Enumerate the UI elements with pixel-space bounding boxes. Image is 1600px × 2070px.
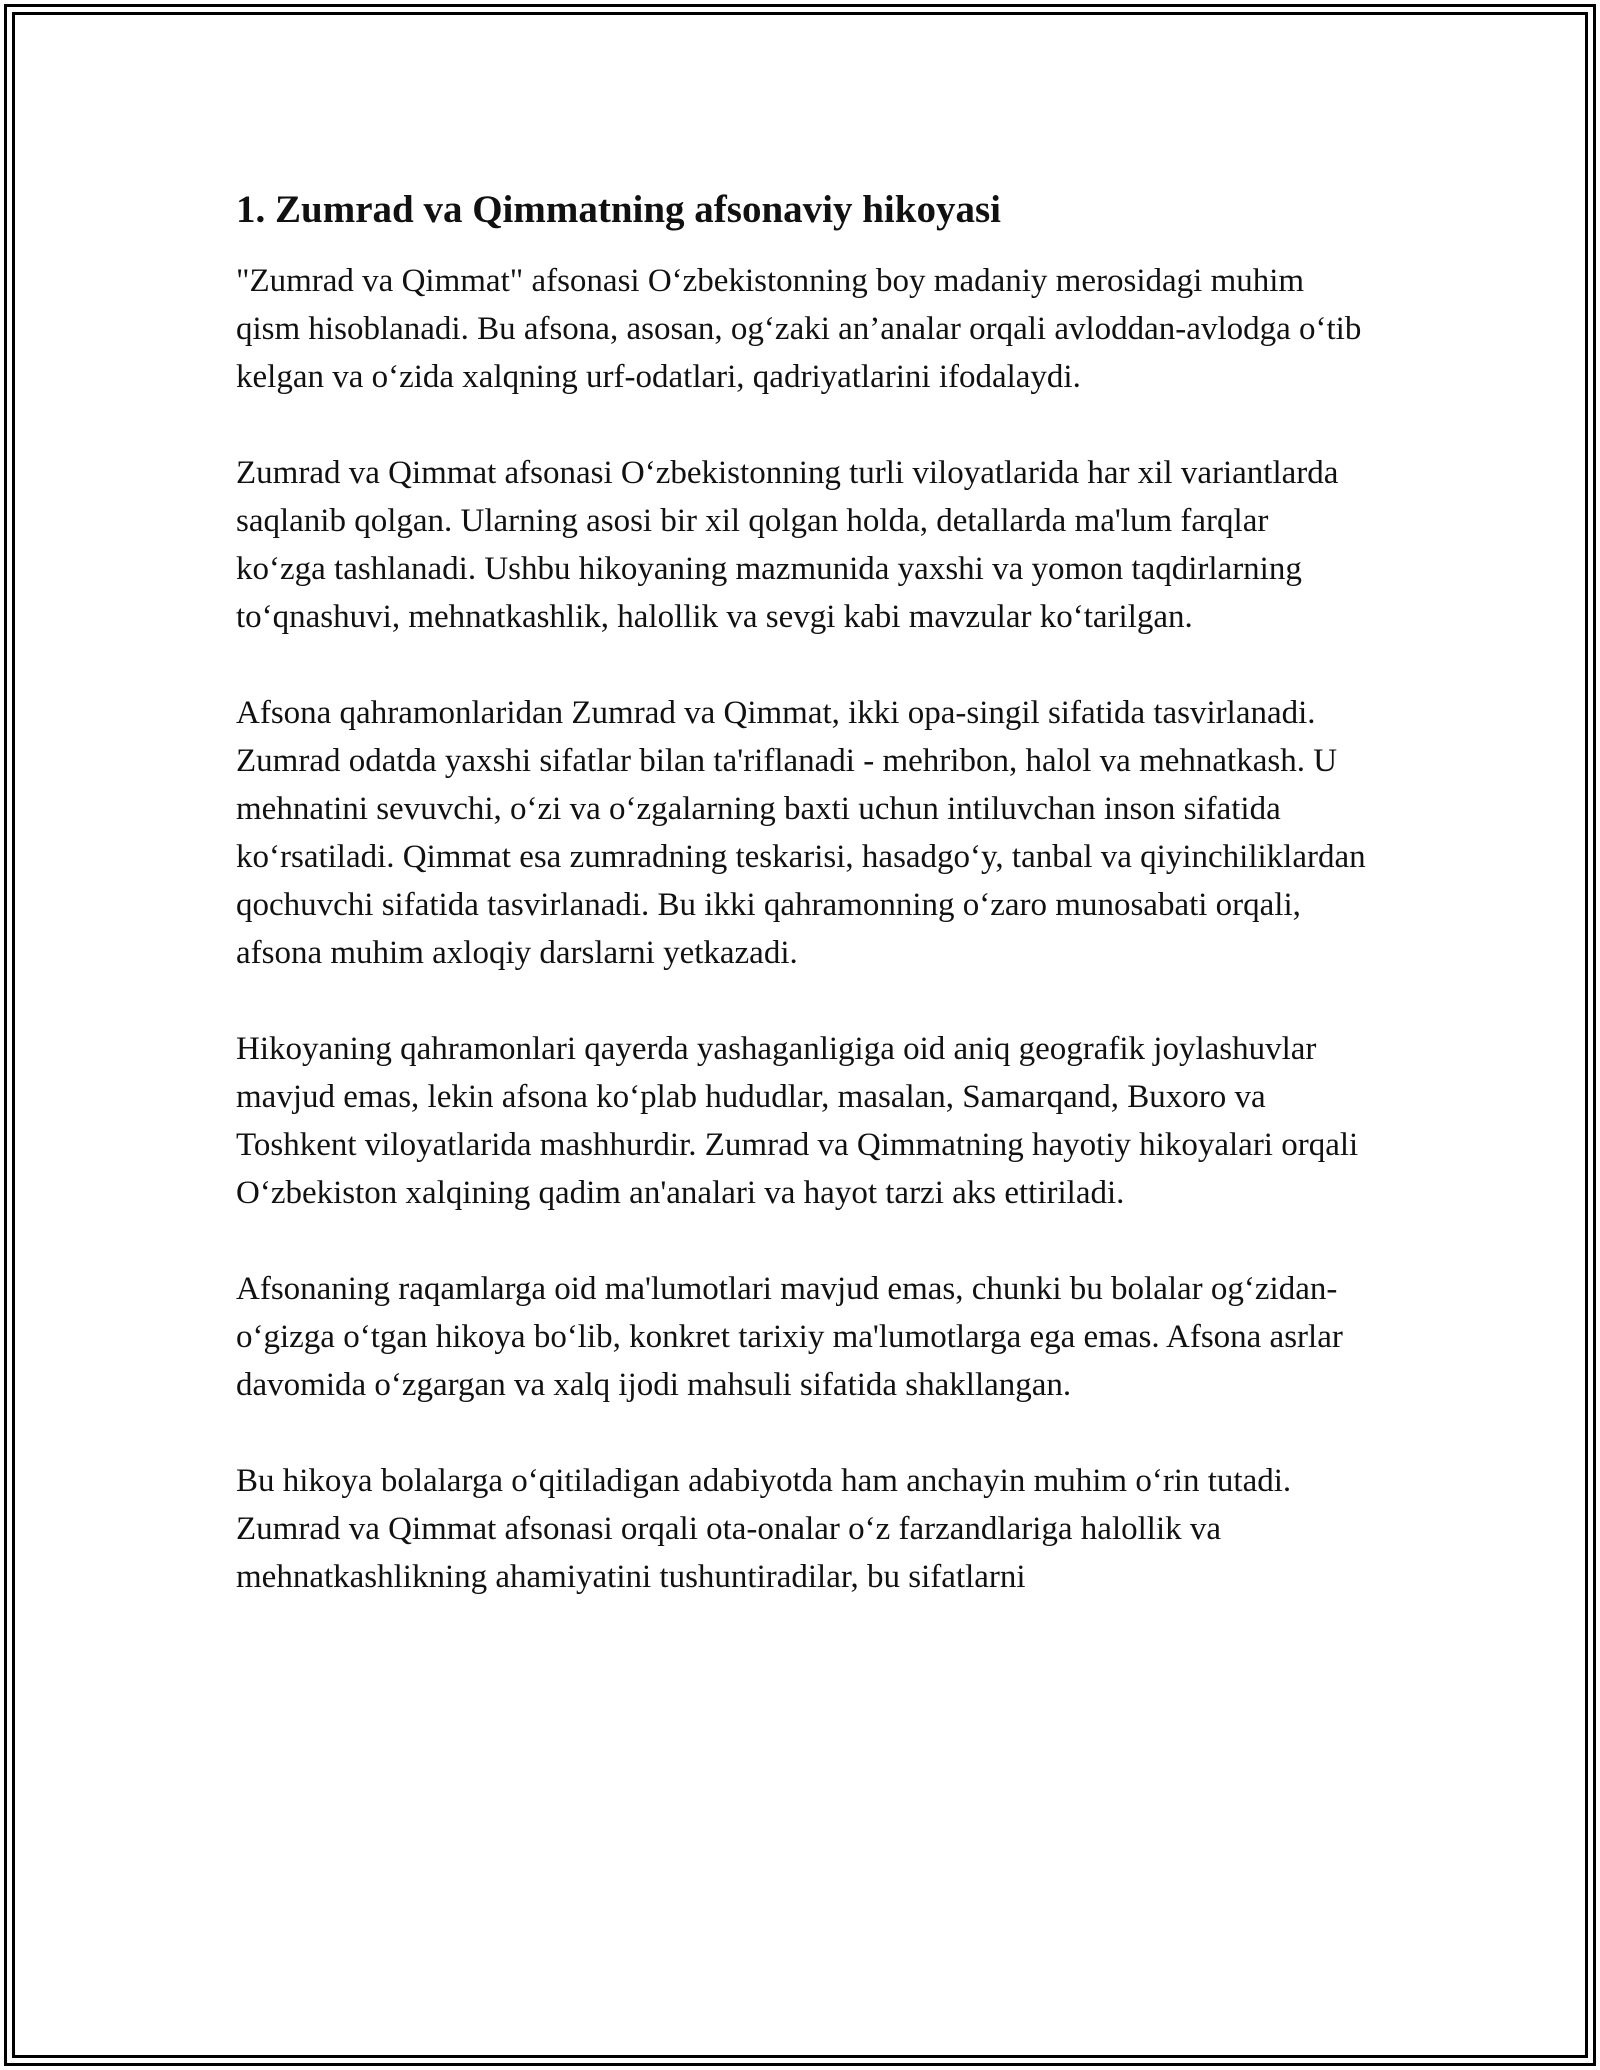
paragraph-6: Bu hikoya bolalarga o‘qitiladigan adabiyotda ham anchayin muhim o‘rin tutadi. Zumrad va Qimmat afsonasi orqali ota-onalar o‘z farzandlariga halollik va mehnatkashlikning ahamiyatini tushuntiradilar, bu sifatlarni [236, 1462, 1292, 1595]
paragraph-5: Afsonaning raqamlarga oid ma'lumotlari mavjud emas, chunki bu bolalar og‘zidan-o‘gizga o‘tgan hikoya bo‘lib, konkret tarixiy ma'lumotlarga ega emas. Afsona asrlar davomida o‘zgargan va xalq ijodi mahsuli sifatida shakllangan. [236, 1270, 1343, 1403]
section-heading: 1. Zumrad va Qimmatning afsonaviy hikoyasi [236, 188, 1001, 231]
paragraph-2: Zumrad va Qimmat afsonasi O‘zbekistonning turli viloyatlarida har xil variantlarda saqlanib qolgan. Ularning asosi bir xil qolgan holda, detallarda ma'lum farqlar ko‘zga tashlanadi. Ushbu hikoyaning mazmunida yaxshi va yomon taqdirlarning to‘qnashuvi, mehnatkashlik, halollik va sevgi kabi mavzular ko‘tarilgan. [236, 454, 1339, 635]
paragraph-4: Hikoyaning qahramonlari qayerda yashaganligiga oid aniq geografik joylashuvlar mavjud emas, lekin afsona ko‘plab hududlar, masalan, Samarqand, Buxoro va Toshkent viloyatlarida mashhurdir. Zumrad va Qimmatning hayotiy hikoyalari orqali O‘zbekiston xalqining qadim an'analari va hayot tarzi aks ettiriladi. [236, 1030, 1359, 1211]
paragraph-1: "Zumrad va Qimmat" afsonasi O‘zbekistonning boy madaniy merosidagi muhim qism hisoblanadi. Bu afsona, asosan, og‘zaki an’analar orqali avloddan-avlodga o‘tib kelgan va o‘zida xalqning urf-odatlari, qadriyatlarini ifodalaydi. [236, 262, 1362, 395]
paragraph-3: Afsona qahramonlaridan Zumrad va Qimmat, ikki opa-singil sifatida tasvirlanadi. Zumrad odatda yaxshi sifatlar bilan ta'riflanadi - mehribon, halol va mehnatkash. U mehnatini sevuvchi, o‘zi va o‘zgalarning baxti uchun intiluvchan inson sifatida ko‘rsatiladi. Qimmat esa zumradning teskarisi, hasadgo‘y, tanbal va qiyinchiliklardan qochuvchi sifatida tasvirlanadi. Bu ikki qahramonning o‘zaro munosabati orqali, afsona muhim axloqiy darslarni yetkazadi. [236, 694, 1366, 971]
document-body [236, 186, 1366, 1649]
